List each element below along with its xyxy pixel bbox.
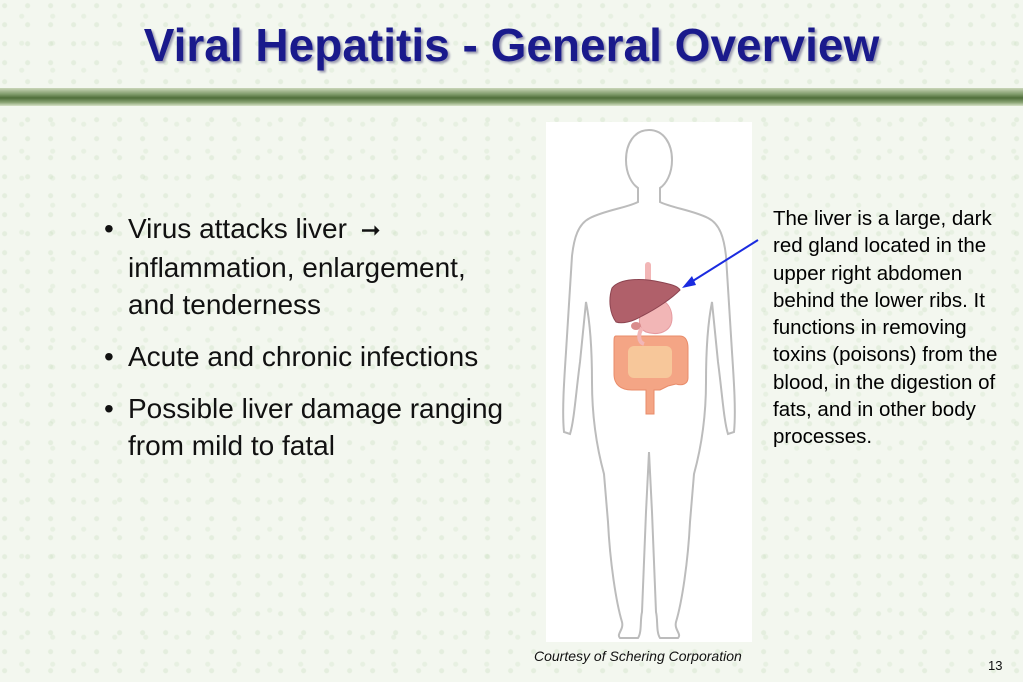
bullet-item [104, 210, 504, 323]
bullet-dot: • [104, 393, 114, 424]
right-arrow-icon: ➞ [360, 217, 381, 244]
bullet-text: Possible liver damage ranging from mild to fatal [128, 393, 504, 461]
bullet-dot: • [104, 213, 114, 244]
bullet-dot: • [104, 341, 114, 372]
small-intestine [628, 346, 672, 378]
bullet-list [104, 210, 504, 479]
liver-description: The liver is a large, dark red gland located in the upper right abdomen behind the lower ribs. It functions in removing toxins (poisons) from the blood, in the digestion of fats, and in other body processes. [773, 207, 998, 449]
image-credit: Courtesy of Schering Corporation [534, 648, 742, 664]
title-divider [0, 88, 1023, 106]
anatomy-figure [546, 122, 752, 642]
bullet-text-continued: inflammation, enlargement, and tenderness [128, 252, 466, 320]
bullet-text: Acute and chronic infections [128, 341, 479, 372]
bullet-item [104, 390, 504, 464]
bullet-text: Virus attacks liver [128, 213, 347, 244]
page-number: 13 [988, 658, 1003, 673]
liver-pointer [670, 236, 762, 294]
pointer-line [688, 240, 758, 284]
bullet-item [104, 338, 504, 375]
slide-title: Viral Hepatitis - General Overview [143, 19, 880, 71]
arrowhead-icon [682, 276, 696, 288]
